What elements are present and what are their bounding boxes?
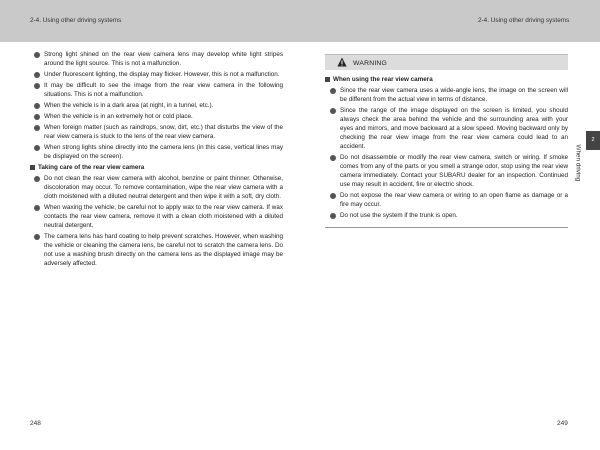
list-item: When the vehicle is in a dark area (at night, in a tunnel, etc.).: [34, 101, 283, 110]
list-item: Do not clean the rear view camera with alcohol, benzine or paint thinner. Otherwise, discoloration may occur. To remove contamination, wipe the rear view camera with a cloth moistened with a diluted neutral detergent and then wipe it with a soft, dry cloth.: [34, 174, 283, 201]
chapter-side-tab: [574, 131, 600, 211]
list-item: Since the range of the image displayed on the screen is limited, you should always check the area behind the vehicle and the surrounding area with your eyes and mirrors, and move backward at a slow speed. Moving backward only by checking the rear view image from the rear view camera could lead to an accident.: [330, 106, 568, 151]
right-column: [325, 54, 568, 228]
header-section-left: 2-4. Using other driving systems: [30, 17, 122, 24]
left-column: [30, 50, 283, 270]
bullet-icon: [330, 88, 336, 94]
bullet-icon: [34, 145, 40, 151]
page-number-left: 248: [30, 420, 41, 427]
warning-box: [325, 54, 568, 228]
list-item: When waxing the vehicle, be careful not to apply wax to the rear view camera. If wax contacts the rear view camera, remove it with a clean cloth moistened with a diluted neutral detergent.: [34, 203, 283, 230]
bullet-icon: [330, 108, 336, 114]
list-item: Strong light shined on the rear view camera lens may develop white light stripes around the light source. This is not a malfunction.: [34, 50, 283, 68]
section-square-icon: [325, 77, 330, 82]
warning-label: WARNING: [353, 60, 387, 67]
chapter-number: 2: [586, 131, 600, 150]
bullet-icon: [34, 52, 40, 58]
header-section-right: 2-4. Using other driving systems: [478, 17, 570, 24]
bullet-icon: [34, 83, 40, 89]
chapter-label: When driving: [574, 144, 582, 182]
list-item: When foreign matter (such as raindrops, snow, dirt, etc.) that disturbs the view of the rear view camera is stuck to the lens of the rear view camera.: [34, 123, 283, 141]
warning-banner: [325, 54, 568, 70]
list-item: When the vehicle is in an extremely hot or cold place.: [34, 112, 283, 121]
bullet-icon: [34, 176, 40, 182]
warning-triangle-icon: [337, 57, 347, 67]
section-square-icon: [30, 165, 35, 170]
bullet-icon: [34, 234, 40, 240]
care-heading: Taking care of the rear view camera: [30, 163, 283, 172]
page-header: [0, 0, 600, 42]
bullet-icon: [34, 114, 40, 120]
list-item: It may be difficult to see the image from the rear view camera in the following situations. This is not a malfunction.: [34, 81, 283, 99]
bullet-icon: [34, 72, 40, 78]
bullet-icon: [330, 213, 336, 219]
list-item: Since the rear view camera uses a wide-angle lens, the image on the screen will be different from the actual view in terms of distance.: [330, 86, 568, 104]
list-item: When strong lights shine directly into the camera lens (in this case, vertical lines may be displayed on the screen).: [34, 143, 283, 161]
list-item: Do not use the system if the trunk is open.: [330, 211, 568, 220]
list-item: Do not expose the rear view camera or wiring to an open flame as damage or a fire may occur.: [330, 191, 568, 209]
list-item: The camera lens has hard coating to help prevent scratches. However, when washing the vehicle or cleaning the camera lens, be careful not to scratch the camera lens. Do not use a washing brush directly on the camera lens as the displayed image may be adversely affected.: [34, 232, 283, 268]
bullet-icon: [330, 155, 336, 161]
bullet-icon: [330, 193, 336, 199]
list-item: Do not disassemble or modify the rear view camera, switch or wiring. If smoke comes from any of the parts or you smell a strange odor, stop using the rear view camera immediately. Contact your SUBARU dealer for an inspection. Continued use may result in accident, fire or electric shock.: [330, 153, 568, 189]
page-number-right: 249: [557, 420, 568, 427]
list-item: Under fluorescent lighting, the display may flicker. However, this is not a malfunction.: [34, 70, 283, 79]
bullet-icon: [34, 205, 40, 211]
bullet-icon: [34, 125, 40, 131]
bullet-icon: [34, 103, 40, 109]
warning-heading: When using the rear view camera: [325, 75, 568, 84]
